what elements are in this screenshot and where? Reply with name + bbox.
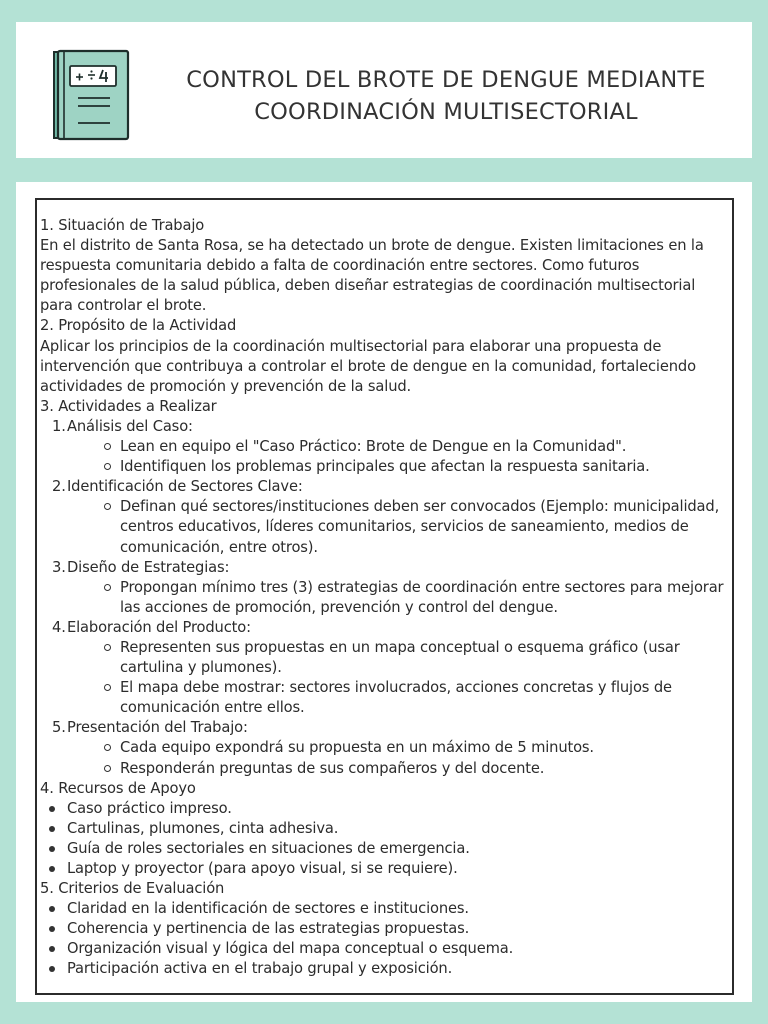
- section-body: Aplicar los principios de la coordinación multisectorial para elaborar una propuesta de intervención que contribuya a controlar el brote de dengue en la comunidad, fortaleciendo actividades de promoción y prevención de la salud.: [40, 337, 696, 395]
- list-item: [67, 678, 732, 718]
- activity-item: [40, 477, 732, 557]
- bullet-icon: [49, 826, 55, 832]
- list-item-text: Propongan mínimo tres (3) estrategias de coordinación entre sectores para mejorar las acciones de promoción, prevención y control del dengue.: [120, 578, 724, 616]
- circle-bullet-icon: [104, 744, 111, 751]
- circle-bullet-icon: [104, 765, 111, 772]
- activity-number: 4.: [52, 618, 66, 636]
- section-heading: 1. Situación de Trabajo: [40, 217, 205, 234]
- circle-bullet-icon: [104, 503, 111, 510]
- section-body: En el distrito de Santa Rosa, se ha detectado un brote de dengue. Existen limitaciones en la respuesta comunitaria debido a falta de coordinación entre sectores. Como futuros profesionales de la salud pública, deben diseñar estrategias de coordinación multisectorial para controlar el brote.: [40, 237, 704, 315]
- list-item-text: Representen sus propuestas en un mapa conceptual o esquema gráfico (usar cartulina y plumones).: [120, 638, 680, 677]
- bullet-icon: [49, 906, 55, 912]
- activity-item: [40, 558, 732, 618]
- list-item: [40, 919, 732, 939]
- bullet-icon: [49, 846, 55, 852]
- criteria-list: [40, 899, 732, 979]
- activity-sublist: [67, 437, 732, 477]
- activities-list: [40, 417, 732, 779]
- section-heading: 2. Propósito de la Actividad: [40, 317, 237, 335]
- list-item-text: Claridad en la identificación de sectores e instituciones.: [67, 900, 469, 918]
- content-box: [35, 198, 734, 995]
- activity-item: [40, 618, 732, 718]
- activity-sublist: [67, 638, 732, 718]
- activity-item: [40, 417, 732, 477]
- page-title: [156, 64, 736, 128]
- list-item: [40, 799, 732, 819]
- activity-number: 5.: [52, 719, 66, 737]
- list-item: [40, 939, 732, 959]
- circle-bullet-icon: [104, 463, 111, 470]
- activity-sublist: [67, 578, 732, 618]
- section-heading: 3. Actividades a Realizar: [40, 397, 217, 415]
- main-card: [16, 182, 752, 1002]
- list-item: [40, 859, 732, 879]
- list-item-text: Coherencia y pertinencia de las estrategias propuestas.: [67, 920, 470, 938]
- list-item: [67, 457, 732, 477]
- list-item-text: Guía de roles sectoriales en situaciones de emergencia.: [67, 839, 470, 857]
- activity-number: 2.: [52, 478, 66, 496]
- book-icon: [52, 48, 132, 144]
- bullet-icon: [49, 946, 55, 952]
- list-item-text: Caso práctico impreso.: [67, 799, 232, 817]
- list-item-text: Definan qué sectores/instituciones deben ser convocados (Ejemplo: municipalidad, centros educativos, líderes comunitarios, servicios de saneamiento, medios de comunicación, entre otros).: [120, 498, 720, 556]
- list-item-text: Responderán preguntas de sus compañeros y del docente.: [120, 759, 545, 777]
- section-heading: 5. Criterios de Evaluación: [40, 880, 225, 898]
- circle-bullet-icon: [104, 584, 111, 591]
- activity-title: Identificación de Sectores Clave:: [67, 478, 303, 496]
- list-item-text: Organización visual y lógica del mapa conceptual o esquema.: [67, 940, 514, 958]
- list-item: [40, 899, 732, 919]
- list-item: [67, 638, 732, 678]
- list-item-text: El mapa debe mostrar: sectores involucrados, acciones concretas y flujos de comunicación entre ellos.: [120, 679, 672, 717]
- list-item: [67, 578, 732, 618]
- activity-title: Diseño de Estrategias:: [67, 558, 230, 576]
- list-item-text: Lean en equipo el "Caso Práctico: Brote de Dengue en la Comunidad".: [120, 438, 627, 456]
- circle-bullet-icon: [104, 644, 111, 651]
- title-line-1: CONTROL DEL BROTE DE DENGUE MEDIANTE: [186, 67, 706, 93]
- list-item-text: Participación activa en el trabajo grupal y exposición.: [67, 960, 453, 978]
- list-item-text: Identifiquen los problemas principales que afectan la respuesta sanitaria.: [120, 458, 650, 476]
- bullet-icon: [49, 926, 55, 932]
- list-item: [40, 819, 732, 839]
- activity-number: 3.: [52, 558, 66, 576]
- list-item-text: Cada equipo expondrá su propuesta en un máximo de 5 minutos.: [120, 739, 594, 757]
- title-line-2: COORDINACIÓN MULTISECTORIAL: [254, 99, 638, 125]
- section-heading: 4. Recursos de Apoyo: [40, 779, 196, 797]
- bullet-icon: [49, 966, 55, 972]
- activity-sublist: [67, 738, 732, 778]
- list-item: [67, 738, 732, 758]
- list-item: [67, 759, 732, 779]
- activity-number: 1.: [52, 417, 66, 435]
- list-item: [40, 839, 732, 859]
- list-item: [40, 959, 732, 979]
- list-item: [67, 497, 732, 557]
- activity-sublist: [67, 497, 732, 557]
- header-card: [16, 22, 752, 158]
- circle-bullet-icon: [104, 443, 111, 450]
- activity-title: Análisis del Caso:: [67, 417, 193, 435]
- list-item-text: Cartulinas, plumones, cinta adhesiva.: [67, 819, 339, 837]
- activity-title: Presentación del Trabajo:: [67, 719, 248, 737]
- activity-item: [40, 718, 732, 778]
- circle-bullet-icon: [104, 684, 111, 691]
- bullet-icon: [49, 806, 55, 812]
- bullet-icon: [49, 866, 55, 872]
- list-item-text: Laptop y proyector (para apoyo visual, si se requiere).: [67, 860, 458, 877]
- activity-title: Elaboración del Producto:: [67, 618, 251, 636]
- list-item: [67, 437, 732, 457]
- resources-list: [40, 799, 732, 879]
